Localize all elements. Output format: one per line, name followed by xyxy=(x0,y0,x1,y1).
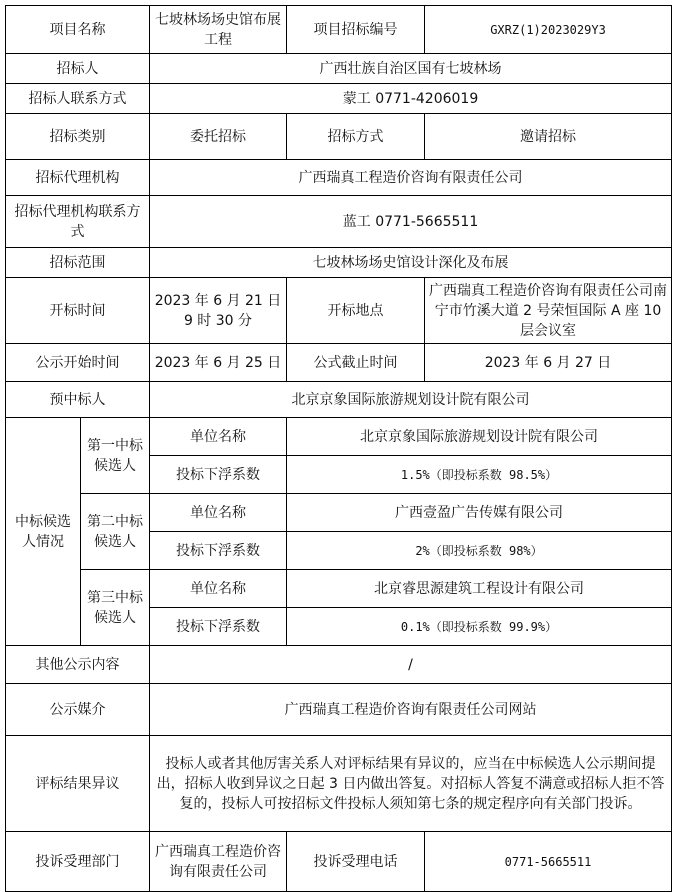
candidate-2-rank: 第二中标候选人 xyxy=(81,494,150,570)
notice-end-label: 公式截止时间 xyxy=(287,344,425,382)
row-pre-winner xyxy=(6,382,672,418)
candidate-3-rate-label: 投标下浮系数 xyxy=(150,608,287,646)
project-name-value: 七坡林场场史馆布展工程 xyxy=(150,6,287,54)
candidate-3-rate-value: 0.1%（即投标系数 99.9%） xyxy=(287,608,672,646)
agency-contact-value: 蓝工 0771-5665511 xyxy=(150,196,672,248)
row-candidate-3-unit xyxy=(6,570,672,608)
row-open xyxy=(6,278,672,344)
media-label: 公示媒介 xyxy=(6,684,150,736)
notice-start-label: 公示开始时间 xyxy=(6,344,150,382)
other-value: / xyxy=(150,646,672,684)
candidate-1-rank: 第一中标候选人 xyxy=(81,418,150,494)
tender-result-table xyxy=(5,5,672,892)
media-value: 广西瑞真工程造价咨询有限责任公司网站 xyxy=(150,684,672,736)
project-no-value: GXRZ(1)2023029Y3 xyxy=(425,6,672,54)
agency-value: 广西瑞真工程造价咨询有限责任公司 xyxy=(150,160,672,196)
row-media xyxy=(6,684,672,736)
candidate-2-rate-label: 投标下浮系数 xyxy=(150,532,287,570)
candidate-3-unit-value: 北京睿思源建筑工程设计有限公司 xyxy=(287,570,672,608)
tenderer-contact-value: 蒙工 0771-4206019 xyxy=(150,84,672,114)
tender-type-value: 委托招标 xyxy=(150,114,287,160)
candidate-1-unit-value: 北京京象国际旅游规划设计院有限公司 xyxy=(287,418,672,456)
candidate-2-unit-value: 广西壹盈广告传媒有限公司 xyxy=(287,494,672,532)
open-place-value: 广西瑞真工程造价咨询有限责任公司南宁市竹溪大道 2 号荣恒国际 A 座 10 层会议室 xyxy=(425,278,672,344)
row-scope xyxy=(6,248,672,278)
tenderer-contact-label: 招标人联系方式 xyxy=(6,84,150,114)
objection-value: 投标人或者其他厉害关系人对评标结果有异议的，应当在中标候选人公示期间提出，招标人收到异议之日起 3 日内做出答复。对招标人答复不满意或招标人拒不答复的，投标人可按招标文件投标人须知第七条的规定程序向有关部门投诉。 xyxy=(150,736,672,832)
complaint-dept-label: 投诉受理部门 xyxy=(6,832,150,892)
candidate-3-unit-label: 单位名称 xyxy=(150,570,287,608)
candidate-1-rate-label: 投标下浮系数 xyxy=(150,456,287,494)
complaint-dept-value: 广西瑞真工程造价咨询有限责任公司 xyxy=(150,832,287,892)
notice-start-value: 2023 年 6 月 25 日 xyxy=(150,344,287,382)
pre-winner-value: 北京京象国际旅游规划设计院有限公司 xyxy=(150,382,672,418)
open-time-label: 开标时间 xyxy=(6,278,150,344)
row-notice xyxy=(6,344,672,382)
row-candidate-1-unit xyxy=(6,418,672,456)
tenderer-value: 广西壮族自治区国有七坡林场 xyxy=(150,54,672,84)
row-tenderer xyxy=(6,54,672,84)
candidate-1-rate-value: 1.5%（即投标系数 98.5%） xyxy=(287,456,672,494)
tender-method-value: 邀请招标 xyxy=(425,114,672,160)
candidate-1-unit-label: 单位名称 xyxy=(150,418,287,456)
row-tender-type xyxy=(6,114,672,160)
tender-type-label: 招标类别 xyxy=(6,114,150,160)
row-tenderer-contact xyxy=(6,84,672,114)
complaint-phone-label: 投诉受理电话 xyxy=(287,832,425,892)
candidates-label: 中标候选人情况 xyxy=(6,418,81,646)
other-label: 其他公示内容 xyxy=(6,646,150,684)
scope-label: 招标范围 xyxy=(6,248,150,278)
open-place-label: 开标地点 xyxy=(287,278,425,344)
tender-method-label: 招标方式 xyxy=(287,114,425,160)
row-agency xyxy=(6,160,672,196)
scope-value: 七坡林场场史馆设计深化及布展 xyxy=(150,248,672,278)
complaint-phone-value: 0771-5665511 xyxy=(425,832,672,892)
row-candidate-2-unit xyxy=(6,494,672,532)
open-time-value: 2023 年 6 月 21 日 9 时 30 分 xyxy=(150,278,287,344)
project-no-label: 项目招标编号 xyxy=(287,6,425,54)
row-agency-contact xyxy=(6,196,672,248)
row-other xyxy=(6,646,672,684)
candidate-2-unit-label: 单位名称 xyxy=(150,494,287,532)
candidate-3-rank: 第三中标候选人 xyxy=(81,570,150,646)
candidate-2-rate-value: 2%（即投标系数 98%） xyxy=(287,532,672,570)
agency-contact-label: 招标代理机构联系方式 xyxy=(6,196,150,248)
notice-end-value: 2023 年 6 月 27 日 xyxy=(425,344,672,382)
objection-label: 评标结果异议 xyxy=(6,736,150,832)
agency-label: 招标代理机构 xyxy=(6,160,150,196)
project-name-label: 项目名称 xyxy=(6,6,150,54)
tenderer-label: 招标人 xyxy=(6,54,150,84)
row-project xyxy=(6,6,672,54)
row-objection xyxy=(6,736,672,832)
pre-winner-label: 预中标人 xyxy=(6,382,150,418)
row-complaint xyxy=(6,832,672,892)
